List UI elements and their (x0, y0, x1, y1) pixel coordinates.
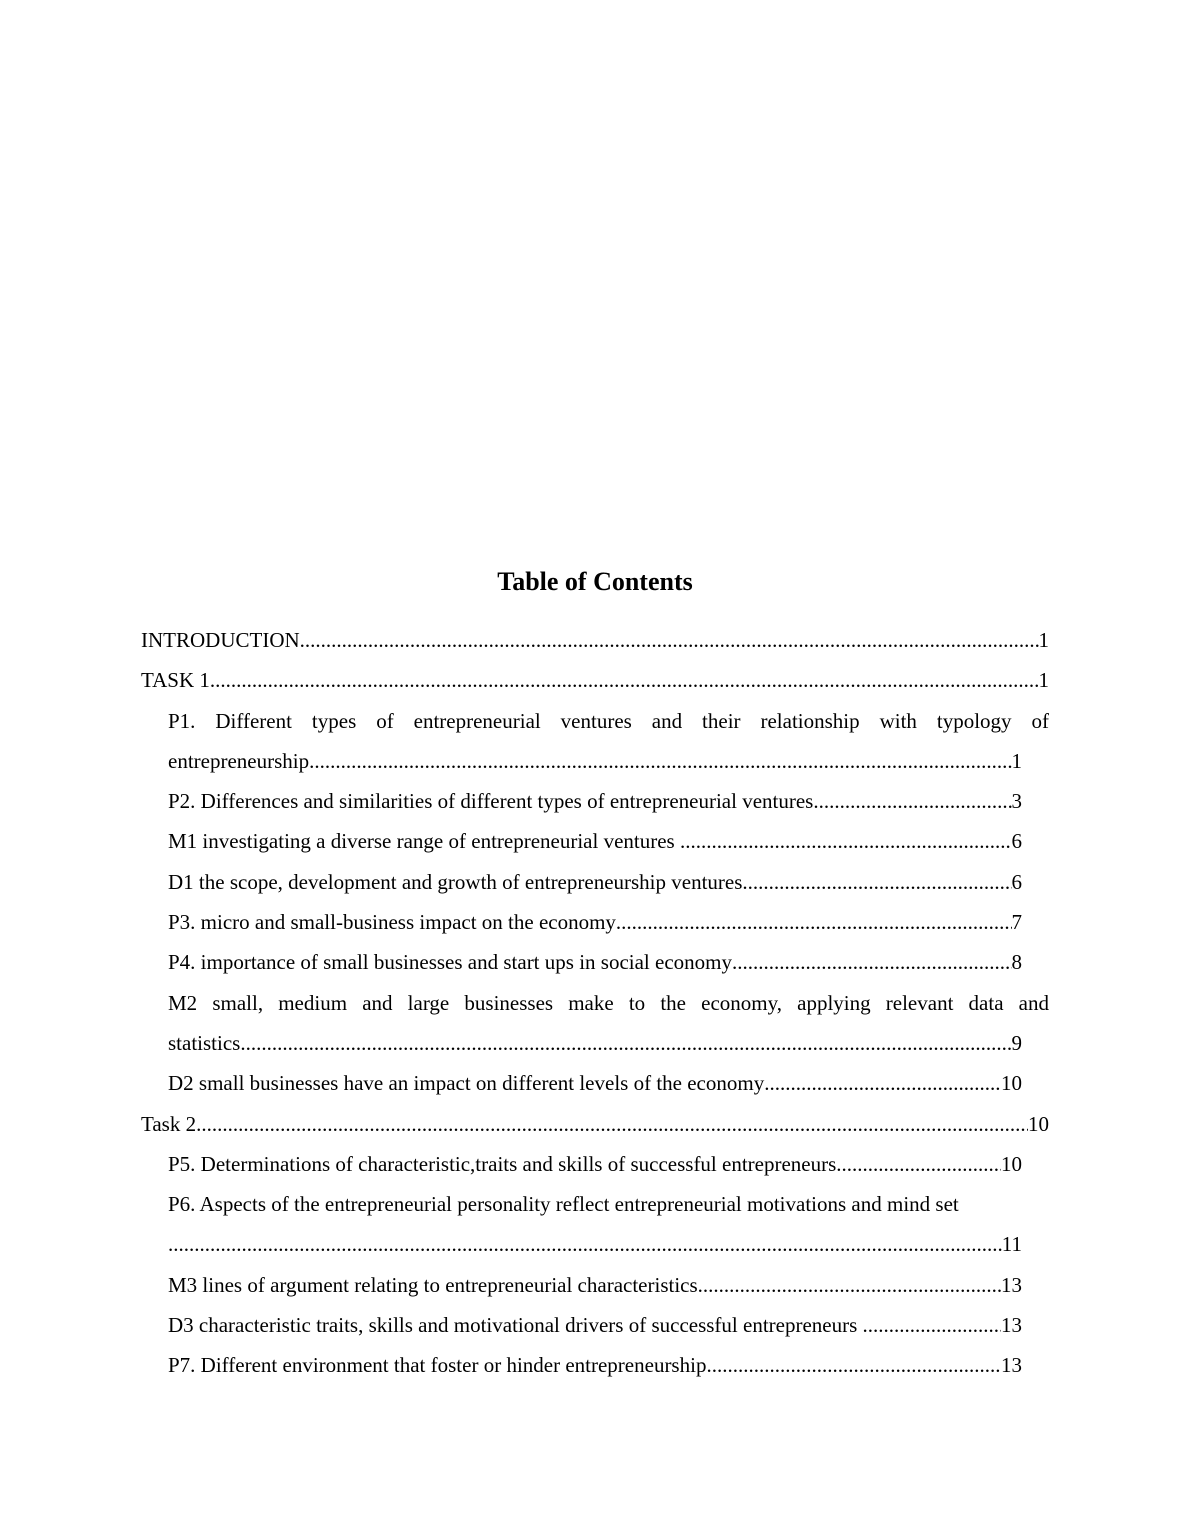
toc-entry-text: D3 characteristic traits, skills and motivational drivers of successful entrepreneurs (168, 1313, 863, 1338)
toc-page-number: 10 (1028, 1111, 1049, 1136)
dot-leader (196, 1104, 1028, 1144)
toc-entry-text: D2 small businesses have an impact on different levels of the economy (168, 1071, 765, 1096)
toc-entry-p2[interactable] (168, 781, 1022, 821)
toc-entry-text: Task 2 (141, 1111, 197, 1136)
dot-leader (680, 821, 1012, 861)
toc-entry-text: P7. Different environment that foster or hinder entrepreneurship (168, 1353, 707, 1378)
toc-entry-text: statistics (168, 1030, 241, 1055)
toc-entry-p4[interactable] (168, 942, 1022, 982)
toc-page-number: 1 (1011, 748, 1022, 773)
toc-entry-text: TASK 1 (141, 668, 210, 693)
toc-entry-text: M1 investigating a diverse range of entrepreneurial ventures (168, 829, 680, 854)
toc-page-number: 6 (1011, 869, 1022, 894)
toc-page-number: 7 (1011, 910, 1022, 935)
toc-page-number: 10 (1001, 1151, 1022, 1176)
toc-entry-text: P2. Differences and similarities of different types of entrepreneurial ventures (168, 789, 814, 814)
dot-leader (616, 902, 1012, 942)
dot-leader (300, 620, 1039, 660)
toc-page-number: 6 (1011, 829, 1022, 854)
toc-entry-introduction[interactable] (141, 620, 1049, 660)
dot-leader (309, 741, 1011, 781)
toc-entry-m1[interactable] (168, 821, 1022, 861)
dot-leader (732, 942, 1012, 982)
toc-page-number: 11 (1001, 1232, 1022, 1257)
dot-leader (698, 1265, 1001, 1305)
toc-page-number: 9 (1011, 1030, 1022, 1055)
dot-leader (863, 1305, 1001, 1345)
dot-leader (240, 1023, 1011, 1063)
toc-entry-m3[interactable] (168, 1265, 1022, 1305)
toc-entry-m2[interactable] (168, 983, 1049, 1064)
dot-leader (836, 1144, 1001, 1184)
toc-page-number: 1 (1038, 628, 1049, 652)
toc-entry-task-1[interactable] (141, 660, 1049, 700)
toc-entry-text: M3 lines of argument relating to entrepreneurial characteristics (168, 1272, 698, 1297)
toc-entry-task-2[interactable] (141, 1104, 1049, 1144)
dot-leader (813, 781, 1011, 821)
dot-leader (764, 1063, 1001, 1103)
toc-entry-text: P4. importance of small businesses and start ups in social economy (168, 950, 732, 975)
toc-page-number: 3 (1011, 789, 1022, 814)
dot-leader (706, 1345, 1001, 1385)
toc-entry-p6[interactable] (168, 1184, 1049, 1265)
toc-entry-p5[interactable] (168, 1144, 1022, 1184)
dot-leader (742, 862, 1011, 902)
toc-page-number: 13 (1001, 1313, 1022, 1338)
toc-page-number: 13 (1001, 1353, 1022, 1378)
toc-title: Table of Contents (497, 567, 693, 596)
toc-entry-text-line1: P6. Aspects of the entrepreneurial personality reflect entrepreneurial motivations and mind set (168, 1192, 959, 1217)
toc-entry-d3[interactable] (168, 1305, 1022, 1345)
toc-entry-text: P5. Determinations of characteristic,traits and skills of successful entrepreneurs (168, 1151, 837, 1176)
toc-entry-text: INTRODUCTION (141, 628, 300, 652)
toc-page-number: 1 (1038, 668, 1049, 693)
toc-entry-d1[interactable] (168, 862, 1022, 902)
toc-entry-text-line1-wrap (168, 1184, 1049, 1224)
toc-entry-text: D1 the scope, development and growth of entrepreneurship ventures (168, 869, 743, 894)
toc-entry-p3[interactable] (168, 902, 1022, 942)
toc-page-number: 13 (1001, 1272, 1022, 1297)
toc-page-number: 8 (1011, 950, 1022, 975)
toc-entry-d2[interactable] (168, 1063, 1022, 1103)
toc-page-number: 10 (1001, 1071, 1022, 1096)
toc-entry-p1[interactable] (168, 701, 1049, 782)
dot-leader (210, 660, 1039, 700)
toc-entry-text-line1: M2 small, medium and large businesses make to the economy, applying relevant data and (168, 990, 1049, 1015)
toc-entry-p7[interactable] (168, 1345, 1022, 1385)
toc-entry-text-line1: P1. Different types of entrepreneurial ventures and their relationship with typology of (168, 708, 1049, 733)
toc-entry-text: entrepreneurship (168, 748, 310, 773)
dot-leader (168, 1224, 1002, 1264)
toc-entry-text: P3. micro and small-business impact on the economy (168, 910, 616, 935)
table-of-contents (141, 620, 1049, 1386)
